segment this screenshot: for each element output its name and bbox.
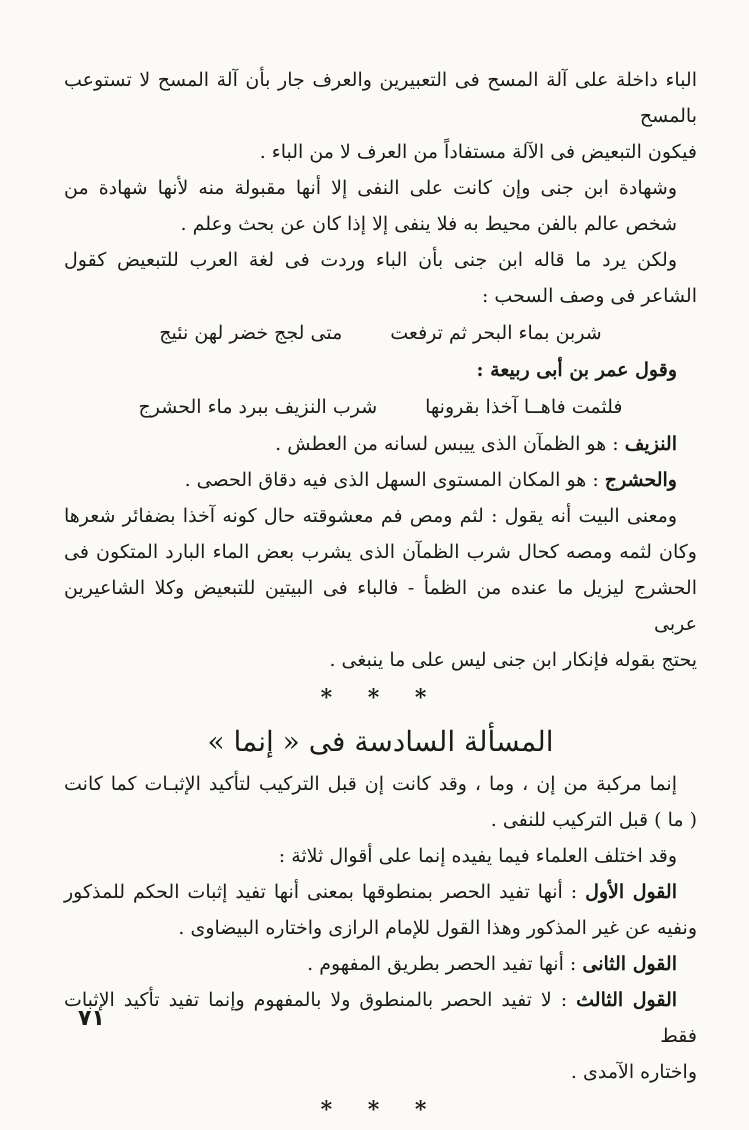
text-line: شخص عالم بالفن محيط به فلا ينفى إلا إذا كان عن بحث وعلم . [180,213,677,235]
verse-hemistich: متى لجج خضر لهن نئيج [159,322,343,344]
opinion-2 [64,946,697,982]
opinion-1 [64,874,697,946]
verse-1 [64,314,697,352]
text-line: الباء داخلة على آلة المسح فى التعبيرين والعرف جار بأن آلة المسح لا تستوعب بالمسح [64,69,697,127]
definition-term: النزيف [624,433,677,455]
text-line: الحشرج ليزيل ما عنده من الظمأ - فالباء فى البيتين للتبعيض وكلا الشاعيرين عربى [64,577,697,635]
paragraph-4 [64,498,697,678]
separator-stars: * * * [320,685,441,711]
paragraph-1 [64,62,697,170]
text-line: ( ما ) قبل التركيب للنفى . [490,809,697,831]
text-line [64,982,697,1054]
opinion-term: القول الأول [585,881,677,903]
separator-stars: * * * [320,1097,441,1123]
opinion-text: : أنها تفيد الحصر بطريق المفهوم . [307,953,583,975]
opinion-3 [64,982,697,1090]
opinion-term: القول الثالث [576,989,678,1011]
definition-nazif [64,426,697,462]
text-line: وشهادة ابن جنى وإن كانت على النفى إلا أنها مقبولة منه لأنها شهادة من [64,177,677,199]
verse-hemistich: فلثمت فاهــا آخذا بقرونها [425,396,623,418]
verse-hemistich: شربن بماء البحر ثم ترفعت [390,322,602,344]
text-line: ونفيه عن غير المذكور وهذا القول للإمام الرازى واختاره البيضاوى . [178,917,697,939]
section-heading: المسألة السادسة فى « إنما » [207,725,554,758]
text-line: الشاعر فى وصف السحب : [481,285,697,307]
opinion-term: القول الثانى [582,953,677,975]
text-line: فيكون التبعيض فى الآلة مستفاداً من العرف لا من الباء . [259,141,697,163]
verse-2 [64,388,697,426]
definition-term: والحشرج [604,469,677,491]
paragraph-2 [64,170,697,242]
opinion-text: : لا تفيد الحصر بالمنطوق ولا بالمفهوم وإنما تفيد تأكيد الإثبات فقط [64,989,697,1047]
text-line: واختاره الآمدى . [570,1061,697,1083]
omar-intro: وقول عمر بن أبى ربيعة : [476,359,677,381]
definition-hashraj [64,462,697,498]
text-line [64,874,697,910]
page-number: ٧١ [78,1006,105,1031]
text-line: ولكن يرد ما قاله ابن جنى بأن الباء وردت فى لغة العرب للتبعيض كقول [64,249,677,271]
verse-hemistich: شرب النزيف ببرد ماء الحشرج [138,396,378,418]
opinion-text: : أنها تفيد الحصر بمنطوقها بمعنى أنها تفيد إثبات الحكم للمذكور [64,881,586,903]
text-line: ومعنى البيت أنه يقول : لثم ومص فم معشوقته حال كونه آخذا بضفائر شعرها [64,505,677,527]
text-line: وكان لثمه ومصه كحال شرب الظمآن الذى يشرب بعض الماء البارد المتكون فى [64,541,697,563]
text-line: يحتج بقوله فإنكار ابن جنى ليس على ما ينبغى . [329,649,697,671]
page-body [64,62,697,1130]
paragraph-5 [64,766,697,838]
text-line: إنما مركبة من إن ، وما ، وقد كانت إن قبل التركيب لتأكيد الإثبـات كما كانت [64,773,677,795]
definition-text: : هو المكان المستوى السهل الذى فيه دقاق الحصى . [184,469,605,491]
paragraph-6: وقد اختلف العلماء فيما يفيده إنما على أقوال ثلاثة : [278,845,677,867]
definition-text: : هو الظمآن الذى ييبس لسانه من العطش . [275,433,625,455]
paragraph-3 [64,242,697,314]
